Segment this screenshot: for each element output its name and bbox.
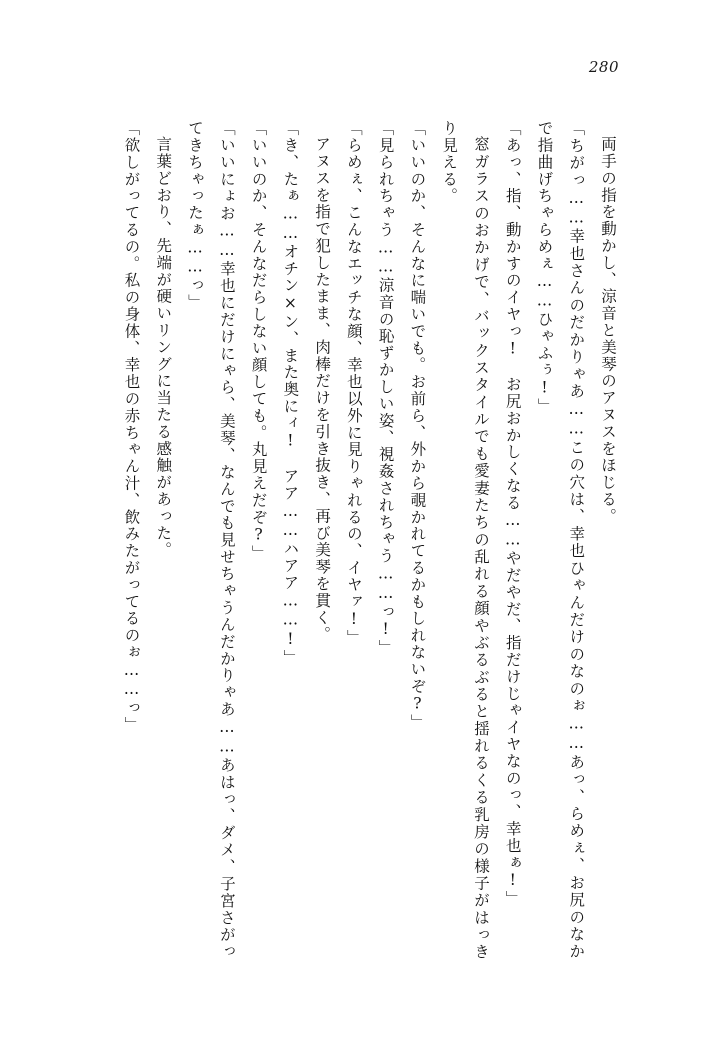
paragraph: アヌスを指で犯したまま、肉棒だけを引き抜き、再び美琴を貫く。 <box>313 135 332 643</box>
paragraph: 「いいにょお……幸也にだけにゃら、美琴、なんでも見せちゃうんだかりゃあ……あはっ、ダメ、子宮さがってきちゃったぁ……っ」 <box>186 120 236 960</box>
paragraph: 言葉どおり、先端が硬いリングに当たる感触があった。 <box>154 135 173 558</box>
paragraph: 両手の指を動かし、涼音と美琴のアヌスをほじる。 <box>599 135 617 525</box>
paragraph: 「いいのか、そんなだらしない顔しても。丸見えだぞ?」 <box>249 120 268 562</box>
paragraph: 「あっ、指、動かすのイヤっ! お尻おかしくなる……やだやだ、指だけじゃイヤなのっ、幸也ぁ!」 <box>503 120 522 908</box>
page-body-text <box>82 120 623 960</box>
paragraph: 「欲しがってるの。私の身体、幸也の赤ちゃん汁、飲みたがってるのぉ……っ」 <box>122 120 141 734</box>
paragraph: 窓ガラスのおかげで、バックスタイルでも愛妻たちの乱れる顔やぶるぶると揺れるくる乳房の様子がはっきり見える。 <box>440 120 490 960</box>
page-number: 280 <box>588 58 619 76</box>
paragraph: 「見られちゃう……涼音の恥ずかしい姿、視姦されちゃう……っ!」 <box>376 120 395 657</box>
paragraph: 「らめぇ、こんなエッチな顔、幸也以外に見りゃれるの、イヤァ!」 <box>344 120 363 647</box>
paragraph: 「ちがっ……幸也さんのだかりゃあ……この穴は、幸也ひゃんだけのなのぉ……あっ、らめぇ、お尻のなかで指曲げちゃらめぇ……ひゃふぅ!」 <box>535 120 586 960</box>
paragraph: 「き、たぁ……オチン×ン、また奥にィ! アア……ハアア……!」 <box>281 120 300 667</box>
paragraph: 「いいのか、そんなに喘いでも。お前ら、外から覗かれてるかもしれないぞ?」 <box>408 120 427 731</box>
